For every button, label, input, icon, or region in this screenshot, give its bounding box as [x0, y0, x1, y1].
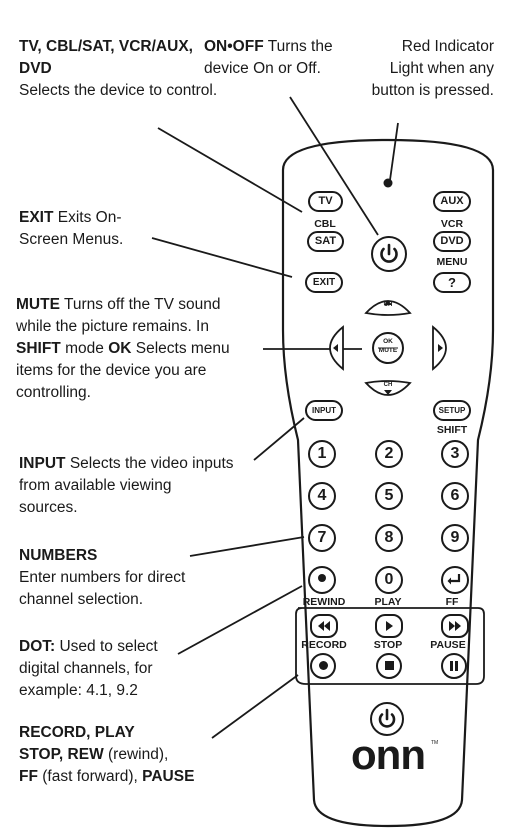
mute-body2: mode [65, 340, 104, 357]
mute-shift: SHIFT [16, 340, 61, 357]
input-head: INPUT [19, 455, 66, 472]
label-mute [16, 294, 231, 404]
rewind-caption: REWIND [302, 596, 346, 608]
menu-caption: MENU [436, 256, 468, 268]
dot-head: DOT: [19, 638, 56, 655]
digit-8-button[interactable]: 8 [375, 524, 403, 552]
digit-0-button[interactable]: 0 [375, 566, 403, 594]
dot-body: Used to select digital channels, for example: 4.1, 9.2 [19, 638, 158, 699]
shift-caption: SHIFT [436, 424, 468, 436]
vcr-caption: VCR [440, 218, 464, 230]
mute-body1: Turns off the TV sound while the picture remains. In [16, 296, 221, 335]
play-icon [377, 616, 401, 636]
brand-logo: onn [351, 731, 425, 778]
exit-body: Exits On-Screen Menus. [19, 209, 124, 248]
digit-7-button[interactable]: 7 [308, 524, 336, 552]
ch-up-label: CH [383, 302, 393, 308]
power-button[interactable] [371, 236, 407, 272]
play-button[interactable] [375, 614, 403, 638]
transport-head1: RECORD, PLAY [19, 724, 135, 741]
stop-icon [385, 661, 394, 670]
rewind-icon [312, 616, 336, 636]
numbers-head: NUMBERS [19, 547, 98, 564]
brand-tm: TM [431, 740, 439, 746]
dvd-button[interactable]: DVD [433, 231, 471, 252]
ch-down-label: CH [383, 382, 393, 388]
ok-label: OK [383, 338, 393, 345]
transport-head3: FF [19, 768, 38, 785]
stop-caption: STOP [373, 639, 403, 651]
mute-label: MUTE [378, 347, 398, 354]
mute-head: MUTE [16, 296, 60, 313]
play-caption: PLAY [374, 596, 402, 608]
aux-button[interactable]: AUX [433, 191, 471, 212]
cbl-caption: CBL [314, 218, 336, 230]
digit-2-button[interactable]: 2 [375, 440, 403, 468]
dot-button[interactable] [308, 566, 336, 594]
enter-button[interactable] [441, 566, 469, 594]
device-select-head: TV, CBL/SAT, VCR/AUX, DVD [19, 38, 193, 77]
label-exit [19, 207, 169, 251]
enter-icon [443, 568, 467, 592]
ff-caption: FF [445, 596, 459, 608]
help-button[interactable]: ? [433, 272, 471, 293]
dot-icon [318, 574, 326, 582]
tv-button[interactable]: TV [308, 191, 343, 212]
ff-icon [443, 616, 467, 636]
input-body: Selects the video inputs from available viewing sources. [19, 455, 234, 516]
input-button[interactable]: INPUT [305, 400, 343, 421]
mute-ok: OK [108, 340, 132, 357]
digit-1-button[interactable]: 1 [308, 440, 336, 468]
pause-icon [443, 655, 465, 677]
setup-button[interactable]: SETUP [433, 400, 471, 421]
label-onoff [204, 36, 349, 80]
digit-3-button[interactable]: 3 [441, 440, 469, 468]
rewind-button[interactable] [310, 614, 338, 638]
record-button[interactable] [310, 653, 336, 679]
transport-head2: STOP, REW [19, 746, 104, 763]
digit-9-button[interactable]: 9 [441, 524, 469, 552]
label-numbers [19, 545, 229, 611]
exit-button[interactable]: EXIT [305, 272, 343, 293]
pause-caption: PAUSE [430, 639, 466, 651]
digit-4-button[interactable]: 4 [308, 482, 336, 510]
onoff-head: ON•OFF [204, 38, 264, 55]
mute-body3: Selects menu items for the device you are controlling. [16, 340, 230, 401]
record-caption: RECORD [301, 639, 347, 651]
stop-button[interactable] [376, 653, 402, 679]
numbers-body: Enter numbers for direct channel selection. [19, 569, 186, 608]
indicator-light [384, 179, 393, 188]
transport-mid2: (rewind), [108, 746, 169, 763]
exit-head: EXIT [19, 209, 54, 226]
digit-5-button[interactable]: 5 [375, 482, 403, 510]
transport-mid3: (fast forward), [42, 768, 138, 785]
label-transport [19, 722, 259, 788]
pause-button[interactable] [441, 653, 467, 679]
transport-tail3: PAUSE [142, 768, 195, 785]
label-device-select [19, 36, 219, 102]
digit-6-button[interactable]: 6 [441, 482, 469, 510]
onoff-body: Turns the device On or Off. [204, 38, 333, 77]
ff-button[interactable] [441, 614, 469, 638]
indicator-body: Red Indicator Light when any button is pressed. [371, 38, 494, 99]
label-indicator [370, 36, 494, 102]
power-icon [373, 238, 405, 270]
device-select-body: Selects the device to control. [19, 82, 218, 99]
sat-button[interactable]: SAT [307, 231, 344, 252]
label-dot [19, 636, 194, 702]
label-input [19, 453, 234, 519]
record-icon [319, 661, 328, 670]
